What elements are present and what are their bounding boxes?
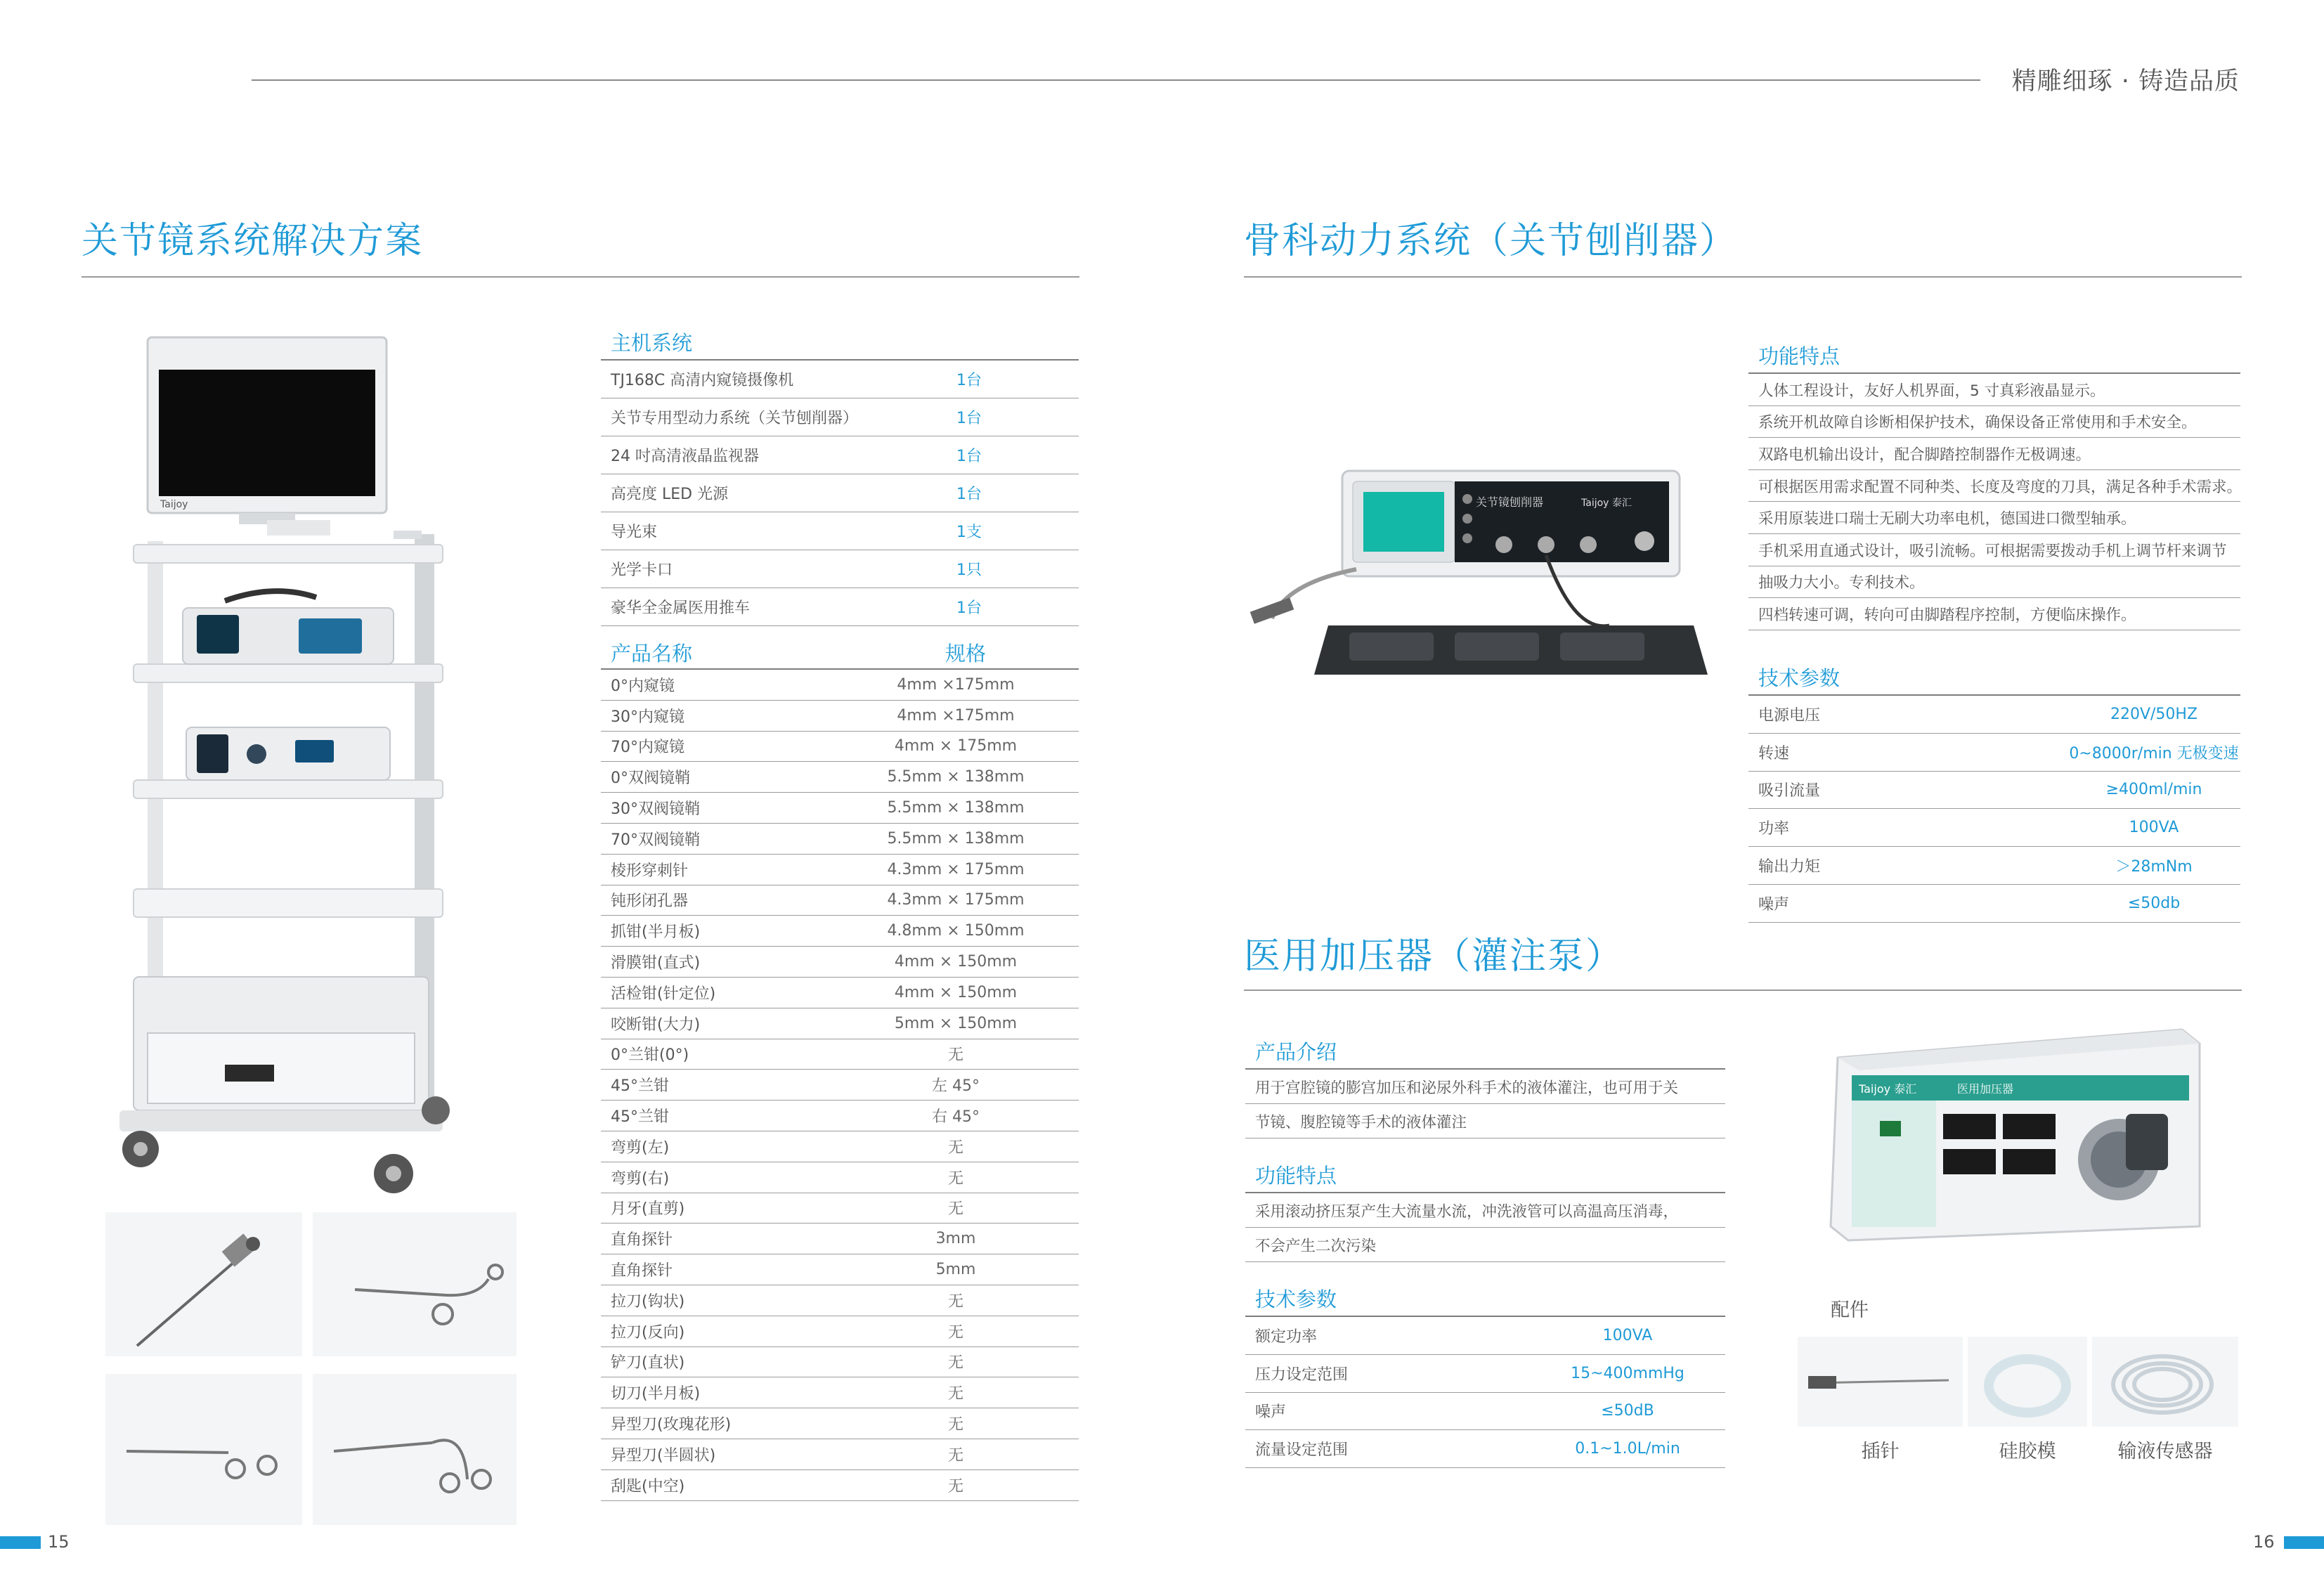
product-name: 刮匙(中空) xyxy=(611,1477,685,1495)
product-spec: 无 xyxy=(947,1385,963,1403)
table-row xyxy=(601,1285,1079,1316)
tech-param-name: 转速 xyxy=(1758,744,1790,762)
right-page-number: 16 xyxy=(2253,1532,2275,1552)
product-spec: 4.3mm × 175mm xyxy=(887,860,1025,878)
product-spec: 无 xyxy=(947,1323,963,1342)
table-row xyxy=(601,1254,1079,1285)
product-name: 月牙(直剪) xyxy=(611,1200,685,1219)
product-name: 滑膜钳(直式) xyxy=(611,954,701,973)
feature-line: 人体工程设计，友好人机界面，5 寸真彩液晶显示。 xyxy=(1748,374,2240,406)
pump-label: 医用加压器 xyxy=(1957,1082,2014,1096)
product-spec: 右 45° xyxy=(932,1108,980,1127)
table-row xyxy=(601,361,1079,398)
product-name: 30°双阀镜鞘 xyxy=(611,800,700,819)
pump-tech-params xyxy=(1245,1283,1725,1468)
monitor-brand: Taijoy xyxy=(160,499,188,510)
table-row xyxy=(601,474,1079,512)
table-row xyxy=(1245,1317,1725,1355)
accessory-silicone-image xyxy=(1968,1337,2087,1427)
table-row xyxy=(601,978,1079,1008)
pump-title-rule xyxy=(1244,989,2242,991)
table-row xyxy=(601,916,1079,947)
pump-param-name: 噪声 xyxy=(1255,1403,1287,1422)
product-name: 70°内窥镜 xyxy=(611,739,684,757)
table-row xyxy=(601,885,1079,916)
forceps-icon xyxy=(313,1212,517,1356)
product-spec: 无 xyxy=(947,1354,963,1372)
feature-line: 抽吸力大小。专利技术。 xyxy=(1748,566,2240,599)
instrument-thumb-forceps-1 xyxy=(313,1212,517,1356)
host-item-name: 关节专用型动力系统（关节刨削器） xyxy=(611,410,859,427)
table-row xyxy=(601,436,1079,474)
product-spec: 4mm × 150mm xyxy=(894,983,1018,1001)
silicone-ring-icon xyxy=(1968,1337,2087,1427)
product-name: 0°内窥镜 xyxy=(611,677,675,695)
pump-device-image xyxy=(1817,1015,2210,1247)
product-spec: 4mm × 150mm xyxy=(894,953,1018,971)
left-page-number: 15 xyxy=(48,1532,70,1552)
left-title-rule xyxy=(82,276,1079,278)
table-row xyxy=(1748,696,2240,734)
product-spec: 4mm × 175mm xyxy=(894,737,1018,755)
feature-line: 可根据医用需求配置不同种类、长度及弯度的刀具，满足各种手术需求。 xyxy=(1748,470,2240,502)
product-spec: 无 xyxy=(947,1138,963,1157)
host-item-name: 光学卡口 xyxy=(611,562,673,579)
host-item-qty: 1台 xyxy=(956,372,982,389)
product-spec: 5.5mm × 138mm xyxy=(887,799,1025,817)
tech-param-value: 100VA xyxy=(2129,819,2179,837)
product-name: 切刀(半月板) xyxy=(611,1385,701,1403)
table-row xyxy=(601,670,1079,701)
product-name: 钝形闭孔器 xyxy=(611,893,689,911)
needle-icon xyxy=(1798,1337,1963,1427)
tech-param-name: 电源电压 xyxy=(1758,706,1821,725)
host-item-qty: 1台 xyxy=(956,599,982,617)
table-row xyxy=(1245,1355,1725,1393)
host-item-qty: 1支 xyxy=(956,524,982,541)
shaver-device-image xyxy=(1244,464,1715,696)
product-name: 45°兰钳 xyxy=(611,1077,669,1096)
table-row xyxy=(601,1193,1079,1224)
table-row xyxy=(601,588,1079,626)
table-row xyxy=(601,793,1079,824)
product-spec-header xyxy=(601,636,1079,670)
col-product-name: 产品名称 xyxy=(611,641,693,666)
pump-feature-line: 采用滚动挤压泵产生大流量水流，冲洗液管可以高温高压消毒， xyxy=(1245,1193,1725,1228)
pump-brand: Taijoy 泰汇 xyxy=(1859,1082,1917,1096)
shaver-label: 关节镜刨削器 xyxy=(1476,495,1544,509)
product-spec: 5.5mm × 138mm xyxy=(887,768,1025,786)
feature-line: 手机采用直通式设计，吸引流畅。可根据需要拨动手机上调节杆来调节 xyxy=(1748,534,2240,566)
product-name: 弯剪(右) xyxy=(611,1169,670,1188)
product-spec: 无 xyxy=(947,1169,963,1188)
product-name: 铲刀(直状) xyxy=(611,1354,685,1372)
instrument-thumb-endoscope xyxy=(105,1212,302,1356)
product-name: 活检钳(针定位) xyxy=(611,985,716,1003)
table-row xyxy=(601,701,1079,732)
col-spec: 规格 xyxy=(944,641,986,666)
header-slogan: 精雕细琢 · 铸造品质 xyxy=(2011,67,2240,96)
table-row xyxy=(601,1316,1079,1347)
product-spec: 5mm × 150mm xyxy=(894,1014,1018,1032)
table-row xyxy=(601,1162,1079,1193)
product-spec: 左 45° xyxy=(932,1077,980,1096)
product-name: 棱形穿刺针 xyxy=(611,862,689,880)
table-row xyxy=(601,762,1079,793)
product-spec: 无 xyxy=(947,1416,963,1434)
accessory-label: 插针 xyxy=(1861,1441,1900,1462)
product-spec: 无 xyxy=(947,1200,963,1219)
pump-param-name: 额定功率 xyxy=(1255,1328,1318,1346)
feature-line: 双路电机输出设计，配合脚踏控制器作无极调速。 xyxy=(1748,438,2240,470)
pump-intro-title: 产品介绍 xyxy=(1245,1036,1725,1070)
host-item-name: 豪华全金属医用推车 xyxy=(611,599,751,617)
pump-tech-title: 技术参数 xyxy=(1245,1283,1725,1317)
table-row xyxy=(601,1008,1079,1039)
table-row xyxy=(1748,847,2240,885)
host-item-name: 高亮度 LED 光源 xyxy=(611,486,729,503)
host-item-name: 24 吋高清液晶监视器 xyxy=(611,448,759,465)
table-row xyxy=(1748,734,2240,772)
shaver-tech-title: 技术参数 xyxy=(1748,662,2240,696)
pump-param-value: 0.1~1.0L/min xyxy=(1575,1440,1680,1458)
accessory-needle-image xyxy=(1798,1337,1963,1427)
pump-intro-line: 节镜、腹腔镜等手术的液体灌注 xyxy=(1245,1104,1725,1138)
accessory-label: 硅胶模 xyxy=(1999,1441,2056,1462)
product-name: 拉刀(钩状) xyxy=(611,1292,685,1311)
tech-param-name: 吸引流量 xyxy=(1758,782,1821,800)
tech-param-value: ≤50db xyxy=(2127,894,2181,912)
table-row xyxy=(1245,1430,1725,1468)
table-row xyxy=(601,824,1079,855)
product-name: 0°双阀镜鞘 xyxy=(611,770,690,788)
host-item-name: 导光束 xyxy=(611,524,658,541)
pump-param-value: ≤50dB xyxy=(1601,1402,1654,1420)
shaver-brand: Taijoy 泰汇 xyxy=(1581,498,1632,509)
host-system-table xyxy=(601,327,1079,626)
table-row xyxy=(1245,1393,1725,1431)
table-row xyxy=(601,732,1079,762)
feature-line: 系统开机故障自诊断相保护技术，确保设备正常使用和手术安全。 xyxy=(1748,406,2240,439)
product-spec: 无 xyxy=(947,1292,963,1311)
table-row xyxy=(601,1039,1079,1070)
product-spec: 无 xyxy=(947,1046,963,1065)
endoscope-cart-image xyxy=(105,330,457,1209)
host-item-qty: 1台 xyxy=(956,448,982,465)
header-rule xyxy=(252,79,1980,81)
left-section-title: 关节镜系统解决方案 xyxy=(82,220,424,262)
tech-param-value: 0~8000r/min 无极变速 xyxy=(2069,744,2239,762)
tubing-coil-icon xyxy=(2092,1337,2238,1427)
product-spec: 无 xyxy=(947,1446,963,1465)
feature-line: 采用原装进口瑞士无刷大功率电机，德国进口微型轴承。 xyxy=(1748,502,2240,534)
table-row xyxy=(601,1377,1079,1408)
host-item-qty: 1台 xyxy=(956,486,982,503)
product-name: 70°双阀镜鞘 xyxy=(611,831,700,849)
pump-feature-line: 不会产生二次污染 xyxy=(1245,1228,1725,1262)
product-spec-table xyxy=(601,636,1079,1501)
table-row xyxy=(601,1347,1079,1378)
shaver-tech-params xyxy=(1748,662,2240,923)
table-row xyxy=(601,1101,1079,1131)
product-name: 抓钳(半月板) xyxy=(611,923,701,942)
pump-features xyxy=(1245,1160,1725,1262)
table-row xyxy=(601,398,1079,436)
accessory-sensor-image xyxy=(2092,1337,2238,1427)
instrument-thumb-forceps-3 xyxy=(313,1374,517,1525)
host-item-qty: 1只 xyxy=(956,562,982,579)
tech-param-name: 输出力矩 xyxy=(1758,858,1821,876)
product-name: 咬断钳(大力) xyxy=(611,1015,701,1034)
product-name: 直角探针 xyxy=(611,1231,673,1250)
table-row xyxy=(601,550,1079,588)
pump-param-name: 压力设定范围 xyxy=(1255,1365,1349,1384)
product-spec: 5.5mm × 138mm xyxy=(887,829,1025,848)
product-name: 30°内窥镜 xyxy=(611,708,684,726)
pump-param-name: 流量设定范围 xyxy=(1255,1441,1349,1460)
product-name: 0°兰钳(0°) xyxy=(611,1046,689,1065)
accessories-title: 配件 xyxy=(1831,1299,1869,1321)
pump-section-title: 医用加压器（灌注泵） xyxy=(1244,935,1624,978)
right-page-bar xyxy=(2284,1536,2324,1549)
table-row xyxy=(1748,772,2240,810)
tech-param-name: 噪声 xyxy=(1758,895,1790,914)
forceps-icon xyxy=(313,1374,517,1525)
right-title-rule xyxy=(1244,276,2242,278)
endoscope-icon xyxy=(105,1212,302,1356)
pump-param-value: 100VA xyxy=(1602,1326,1653,1344)
shaver-features-title: 功能特点 xyxy=(1748,340,2240,374)
tech-param-value: 220V/50HZ xyxy=(2110,705,2198,723)
host-item-name: TJ168C 高清内窥镜摄像机 xyxy=(611,372,794,389)
product-spec: 4mm ×175mm xyxy=(897,675,1015,694)
product-spec: 4.3mm × 175mm xyxy=(887,891,1025,909)
host-item-qty: 1台 xyxy=(956,410,982,427)
accessory-label: 输液传感器 xyxy=(2117,1441,2213,1462)
feature-line: 四档转速可调，转向可由脚踏程序控制，方便临床操作。 xyxy=(1748,598,2240,630)
product-spec: 5mm xyxy=(935,1261,976,1279)
table-row xyxy=(601,1070,1079,1101)
product-spec: 4.8mm × 150mm xyxy=(887,922,1025,940)
table-row xyxy=(601,855,1079,885)
pump-intro-line: 用于宫腔镜的膨宫加压和泌尿外科手术的液体灌注，也可用于关 xyxy=(1245,1070,1725,1104)
product-name: 异型刀(玫瑰花形) xyxy=(611,1416,732,1434)
pump-param-value: 15~400mmHg xyxy=(1571,1364,1684,1382)
shaver-features xyxy=(1748,340,2240,630)
forceps-icon xyxy=(105,1374,302,1525)
right-section-title: 骨科动力系统（关节刨削器） xyxy=(1244,220,1738,262)
instrument-thumb-forceps-2 xyxy=(105,1374,302,1525)
table-row xyxy=(601,1470,1079,1501)
product-name: 拉刀(反向) xyxy=(611,1323,685,1342)
product-spec: 无 xyxy=(947,1477,963,1495)
table-row xyxy=(601,1439,1079,1470)
table-row xyxy=(601,947,1079,978)
product-name: 异型刀(半圆状) xyxy=(611,1446,716,1465)
table-row xyxy=(601,1408,1079,1439)
product-name: 弯剪(左) xyxy=(611,1138,670,1157)
table-row xyxy=(601,1131,1079,1162)
table-row xyxy=(601,512,1079,550)
tech-param-name: 功率 xyxy=(1758,820,1790,838)
tech-param-value: ＞28mNm xyxy=(2115,858,2193,876)
table-row xyxy=(601,1224,1079,1254)
tech-param-value: ≥400ml/min xyxy=(2105,781,2202,799)
table-row xyxy=(1748,885,2240,923)
pump-intro xyxy=(1245,1036,1725,1138)
table-row xyxy=(1748,809,2240,847)
left-page-bar xyxy=(0,1536,41,1549)
product-spec: 3mm xyxy=(935,1230,976,1248)
pump-features-title: 功能特点 xyxy=(1245,1160,1725,1193)
host-system-title: 主机系统 xyxy=(601,327,1079,361)
product-name: 45°兰钳 xyxy=(611,1108,669,1127)
product-spec: 4mm ×175mm xyxy=(897,706,1015,725)
product-name: 直角探针 xyxy=(611,1262,673,1280)
